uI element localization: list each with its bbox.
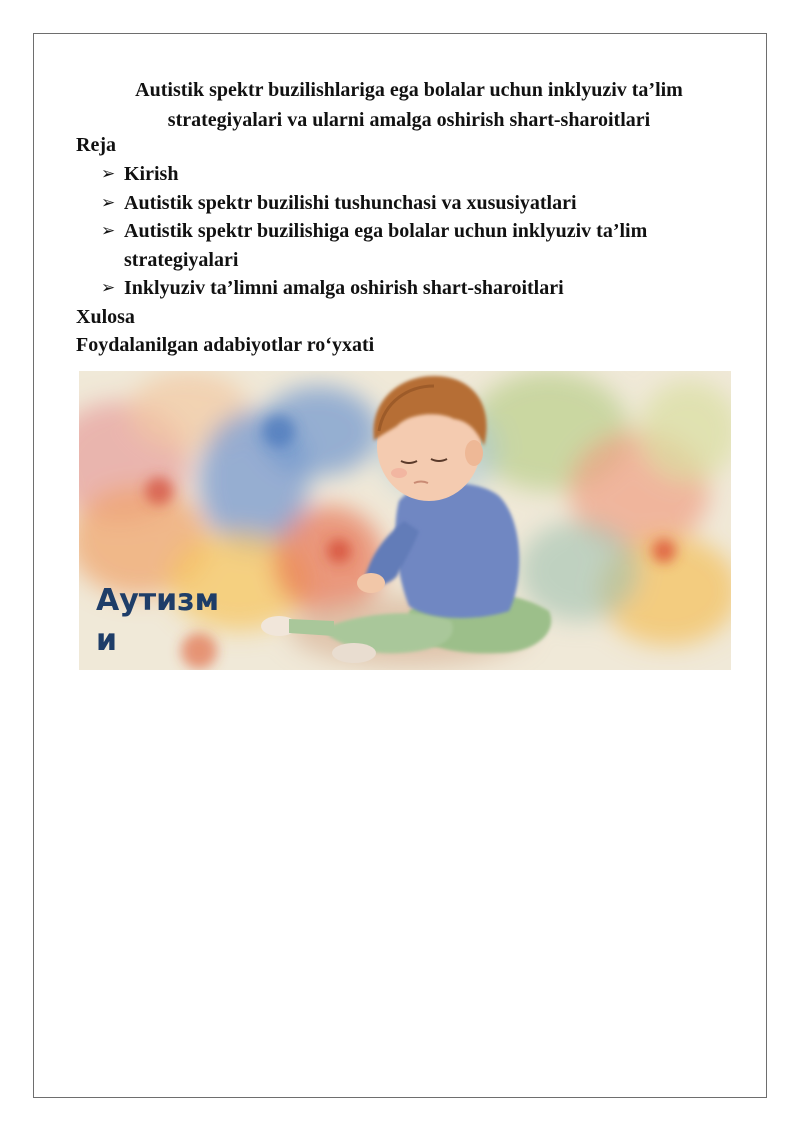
plan-item <box>101 217 741 274</box>
arrow-bullet-icon: ➢ <box>101 221 116 241</box>
document-title: Autistik spektr buzilishlariga ega bolalar uchun inklyuziv ta’lim strategiyalari va ularni amalga oshirish shart-sharoitlari <box>135 79 683 131</box>
plan-item-label: Autistik spektr buzilishiga ega bolalar uchun inklyuziv ta’lim strategiyalari <box>124 220 648 271</box>
plan-heading: Reja <box>76 134 116 156</box>
arrow-bullet-icon: ➢ <box>101 278 116 298</box>
plan-item-label: Inklyuziv ta’limni amalga oshirish shart-sharoitlari <box>124 277 564 299</box>
plan-item <box>101 274 741 303</box>
plan-item <box>101 160 741 189</box>
plan-item-label: Kirish <box>124 163 179 185</box>
illustration-caption: Аутизм и <box>96 583 220 658</box>
plan-list <box>101 160 741 303</box>
child-watercolor-image <box>79 371 731 670</box>
arrow-bullet-icon: ➢ <box>101 164 116 184</box>
conclusion-heading: Xulosa <box>76 306 135 328</box>
plan-item-label: Autistik spektr buzilishi tushunchasi va xususiyatlari <box>124 191 577 214</box>
plan-item <box>101 189 741 218</box>
arrow-bullet-icon: ➢ <box>101 192 116 213</box>
references-heading: Foydalanilgan adabiyotlar ro‘yxati <box>76 334 375 356</box>
